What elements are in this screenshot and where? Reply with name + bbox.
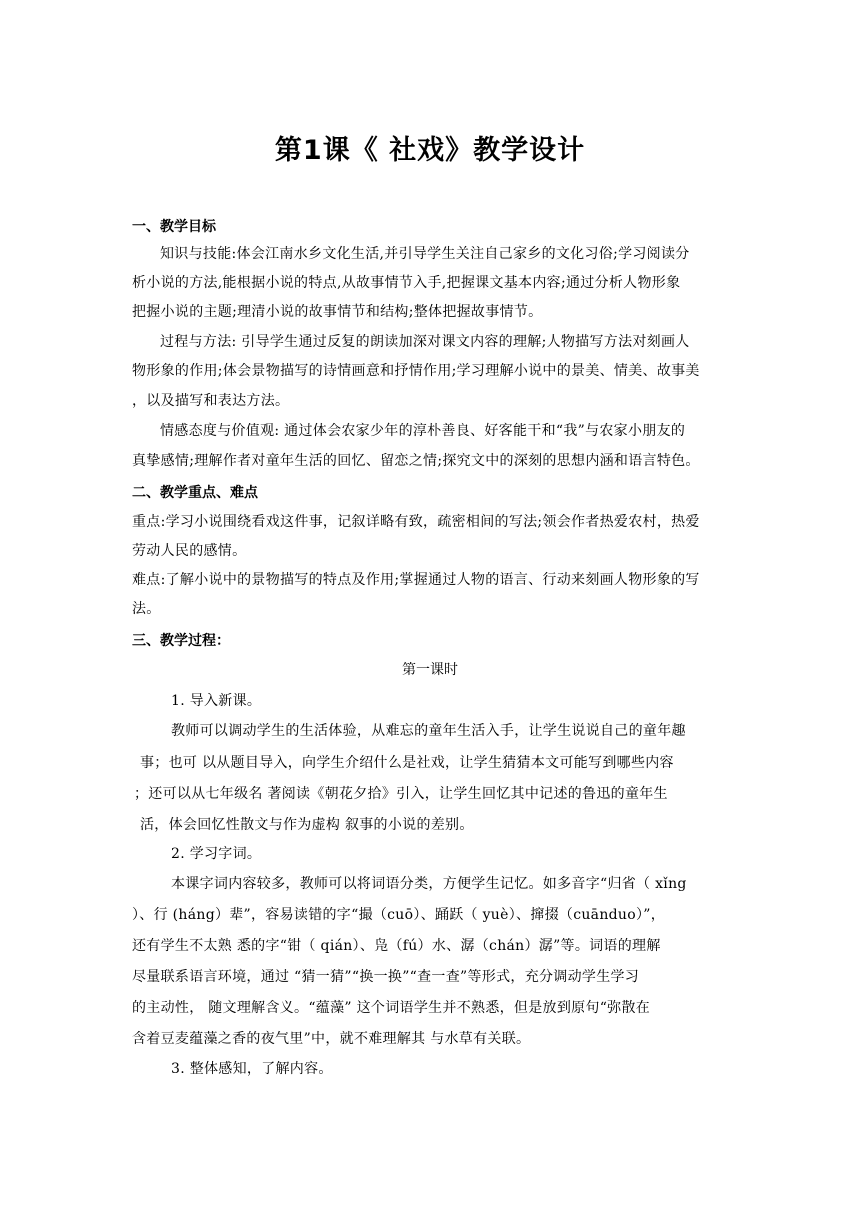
paragraph-line: 劳动人民的感情。 bbox=[132, 543, 247, 559]
paragraph-line: 还有学生不太熟 悉的字“钳（ qián）、凫（fú）水、潺（chán）潺”等。词语的理解 bbox=[132, 938, 661, 954]
paragraph-line: 重点:学习小说围绕看戏这件事，记叙详略有致，疏密相间的写法;领会作者热爱农村，热爱 bbox=[132, 514, 700, 530]
document-title: 第1课《 社戏》教学设计 bbox=[274, 135, 586, 166]
paragraph-line: 法。 bbox=[132, 601, 161, 617]
paragraph-line: 尽量联系语言环境，通过 “猜一猜”“换一换”“查一查”等形式，充分调动学生学习 bbox=[132, 969, 640, 985]
paragraph-line: 含着豆麦蕴藻之香的夜气里”中，就不难理解其 与水草有关联。 bbox=[132, 1031, 531, 1047]
lesson-period-label: 第一课时 bbox=[402, 662, 458, 678]
numbered-item: 2. 学习字词。 bbox=[171, 846, 262, 862]
section-heading-key-points: 二、教学重点、难点 bbox=[132, 485, 258, 501]
paragraph-line: 的主动性， 随文理解含义。“蕴藻” 这个词语学生并不熟悉，但是放到原句“弥散在 bbox=[132, 1000, 651, 1016]
paragraph-line: 知识与技能:体会江南水乡文化生活,并引导学生关注自己家乡的文化习俗;学习阅读分 bbox=[160, 246, 690, 262]
paragraph-line: 教师可以调动学生的生活体验，从难忘的童年生活入手，让学生说说自己的童年趣 bbox=[171, 723, 686, 739]
paragraph-line: 真挚感情;理解作者对童年生活的回忆、留恋之情;探究文中的深刻的思想内涵和语言特色。 bbox=[132, 453, 700, 469]
section-heading-process: 三、教学过程： bbox=[132, 633, 230, 649]
numbered-item: 3. 整体感知，了解内容。 bbox=[171, 1061, 333, 1077]
section-heading-objectives: 一、教学目标 bbox=[132, 219, 216, 235]
paragraph-line: 难点:了解小说中的景物描写的特点及作用;掌握通过人物的语言、行动来刻画人物形象的写 bbox=[132, 572, 700, 588]
paragraph-line: 情感态度与价值观: 通过体会农家少年的淳朴善良、好客能干和“我”与农家小朋友的 bbox=[160, 423, 686, 439]
paragraph-line: 本课字词内容较多，教师可以将词语分类，方便学生记忆。如多音字“归省（ xǐng bbox=[171, 876, 687, 892]
paragraph-line: ，以及描写和表达方法。 bbox=[132, 393, 290, 409]
paragraph-line: ；还可以从七年级名 著阅读《朝花夕拾》引入，让学生回忆其中记述的鲁迅的童年生 bbox=[134, 786, 668, 802]
paragraph-line: ）、行 (háng）辈”，容易读错的字“撮（cuō）、踊跃（ yuè）、撺掇（cuānduo）”， bbox=[132, 907, 665, 923]
paragraph-line: 事；也可 以从题目导入，向学生介绍什么是社戏，让学生猜猜本文可能写到哪些内容 bbox=[140, 755, 674, 771]
paragraph-line: 过程与方法: 引导学生通过反复的朗读加深对课文内容的理解;人物描写方法对刻画人 bbox=[160, 334, 690, 350]
paragraph-line: 析小说的方法,能根据小说的特点,从故事情节入手,把握课文基本内容;通过分析人物形象 bbox=[132, 275, 681, 291]
numbered-item: 1. 导入新课。 bbox=[171, 693, 262, 709]
paragraph-line: 活，体会回忆性散文与作为虚构 叙事的小说的差别。 bbox=[140, 817, 474, 833]
paragraph-line: 把握小说的主题;理清小说的故事情节和结构;整体把握故事情节。 bbox=[132, 304, 543, 320]
paragraph-line: 物形象的作用;体会景物描写的诗情画意和抒情作用;学习理解小说中的景美、情美、故事美 bbox=[132, 363, 700, 379]
